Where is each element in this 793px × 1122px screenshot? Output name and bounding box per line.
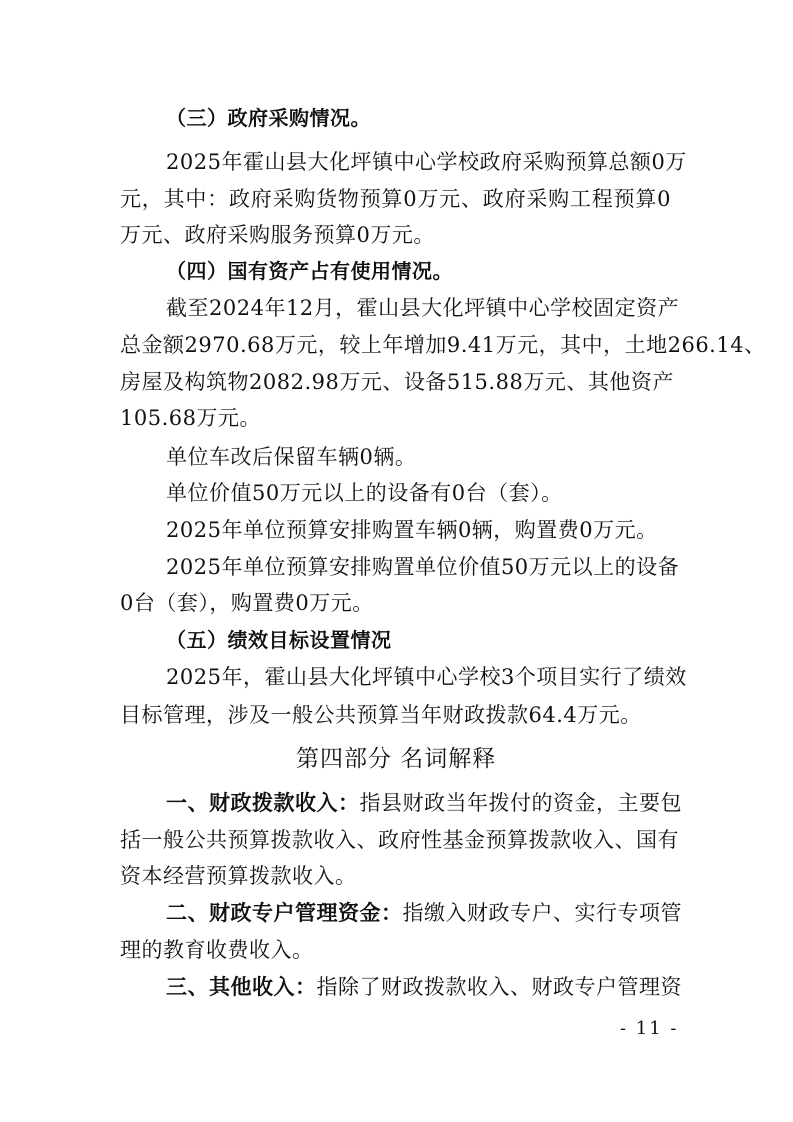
- term-label: 二、财政专户管理资金：: [166, 901, 403, 925]
- paragraph-line: 目标管理，涉及一般公共预算当年财政拨款64.4万元。: [120, 703, 642, 727]
- paragraph-line: 理的教育收费收入。: [120, 938, 314, 962]
- paragraph-line: 单位价值50万元以上的设备有0台（套）。: [166, 481, 563, 505]
- term-definition: 指除了财政拨款收入、财政专户管理资: [316, 975, 682, 999]
- term-paragraph-line: [166, 900, 682, 926]
- term-definition: 指缴入财政专户、实行专项管: [402, 901, 682, 925]
- section-heading-state-assets: （四）国有资产占有使用情况。: [166, 259, 453, 283]
- paragraph-line: 截至2024年12月，霍山县大化坪镇中心学校固定资产: [166, 296, 680, 320]
- term-label: 一、财政拨款收入：: [166, 791, 360, 815]
- page-number: - 11 -: [620, 1018, 679, 1039]
- paragraph-line: 元，其中：政府采购货物预算0万元、政府采购工程预算0: [120, 187, 671, 211]
- paragraph-line: 2025年单位预算安排购置单位价值50万元以上的设备: [166, 555, 680, 579]
- term-paragraph-line: [166, 790, 682, 816]
- paragraph-line: 2025年单位预算安排购置车辆0辆，购置费0万元。: [166, 518, 658, 542]
- section-heading-performance: （五）绩效目标设置情况: [166, 628, 392, 652]
- paragraph-line: 单位车改后保留车辆0辆。: [166, 445, 417, 469]
- paragraph-line: 105.68万元。: [120, 406, 261, 430]
- part-title: 第四部分 名词解释: [296, 746, 497, 772]
- term-paragraph-line: [166, 974, 682, 1000]
- paragraph-line: 括一般公共预算拨款收入、政府性基金预算拨款收入、国有: [120, 828, 679, 852]
- paragraph-line: 2025年，霍山县大化坪镇中心学校3个项目实行了绩效: [166, 665, 687, 689]
- paragraph-line: 0台（套），购置费0万元。: [120, 591, 374, 615]
- paragraph-line: 2025年霍山县大化坪镇中心学校政府采购预算总额0万: [166, 150, 687, 174]
- term-definition: 指县财政当年拨付的资金，主要包: [359, 791, 682, 815]
- paragraph-line: 房屋及构筑物2082.98万元、设备515.88万元、其他资产: [120, 370, 674, 394]
- paragraph-line: 万元、政府采购服务预算0万元。: [120, 223, 435, 247]
- paragraph-line: 总金额2970.68万元，较上年增加9.41万元，其中，土地266.14、: [120, 333, 766, 357]
- paragraph-line: 资本经营预算拨款收入。: [120, 864, 357, 888]
- term-label: 三、其他收入：: [166, 975, 317, 999]
- section-heading-procurement: （三）政府采购情况。: [166, 106, 371, 130]
